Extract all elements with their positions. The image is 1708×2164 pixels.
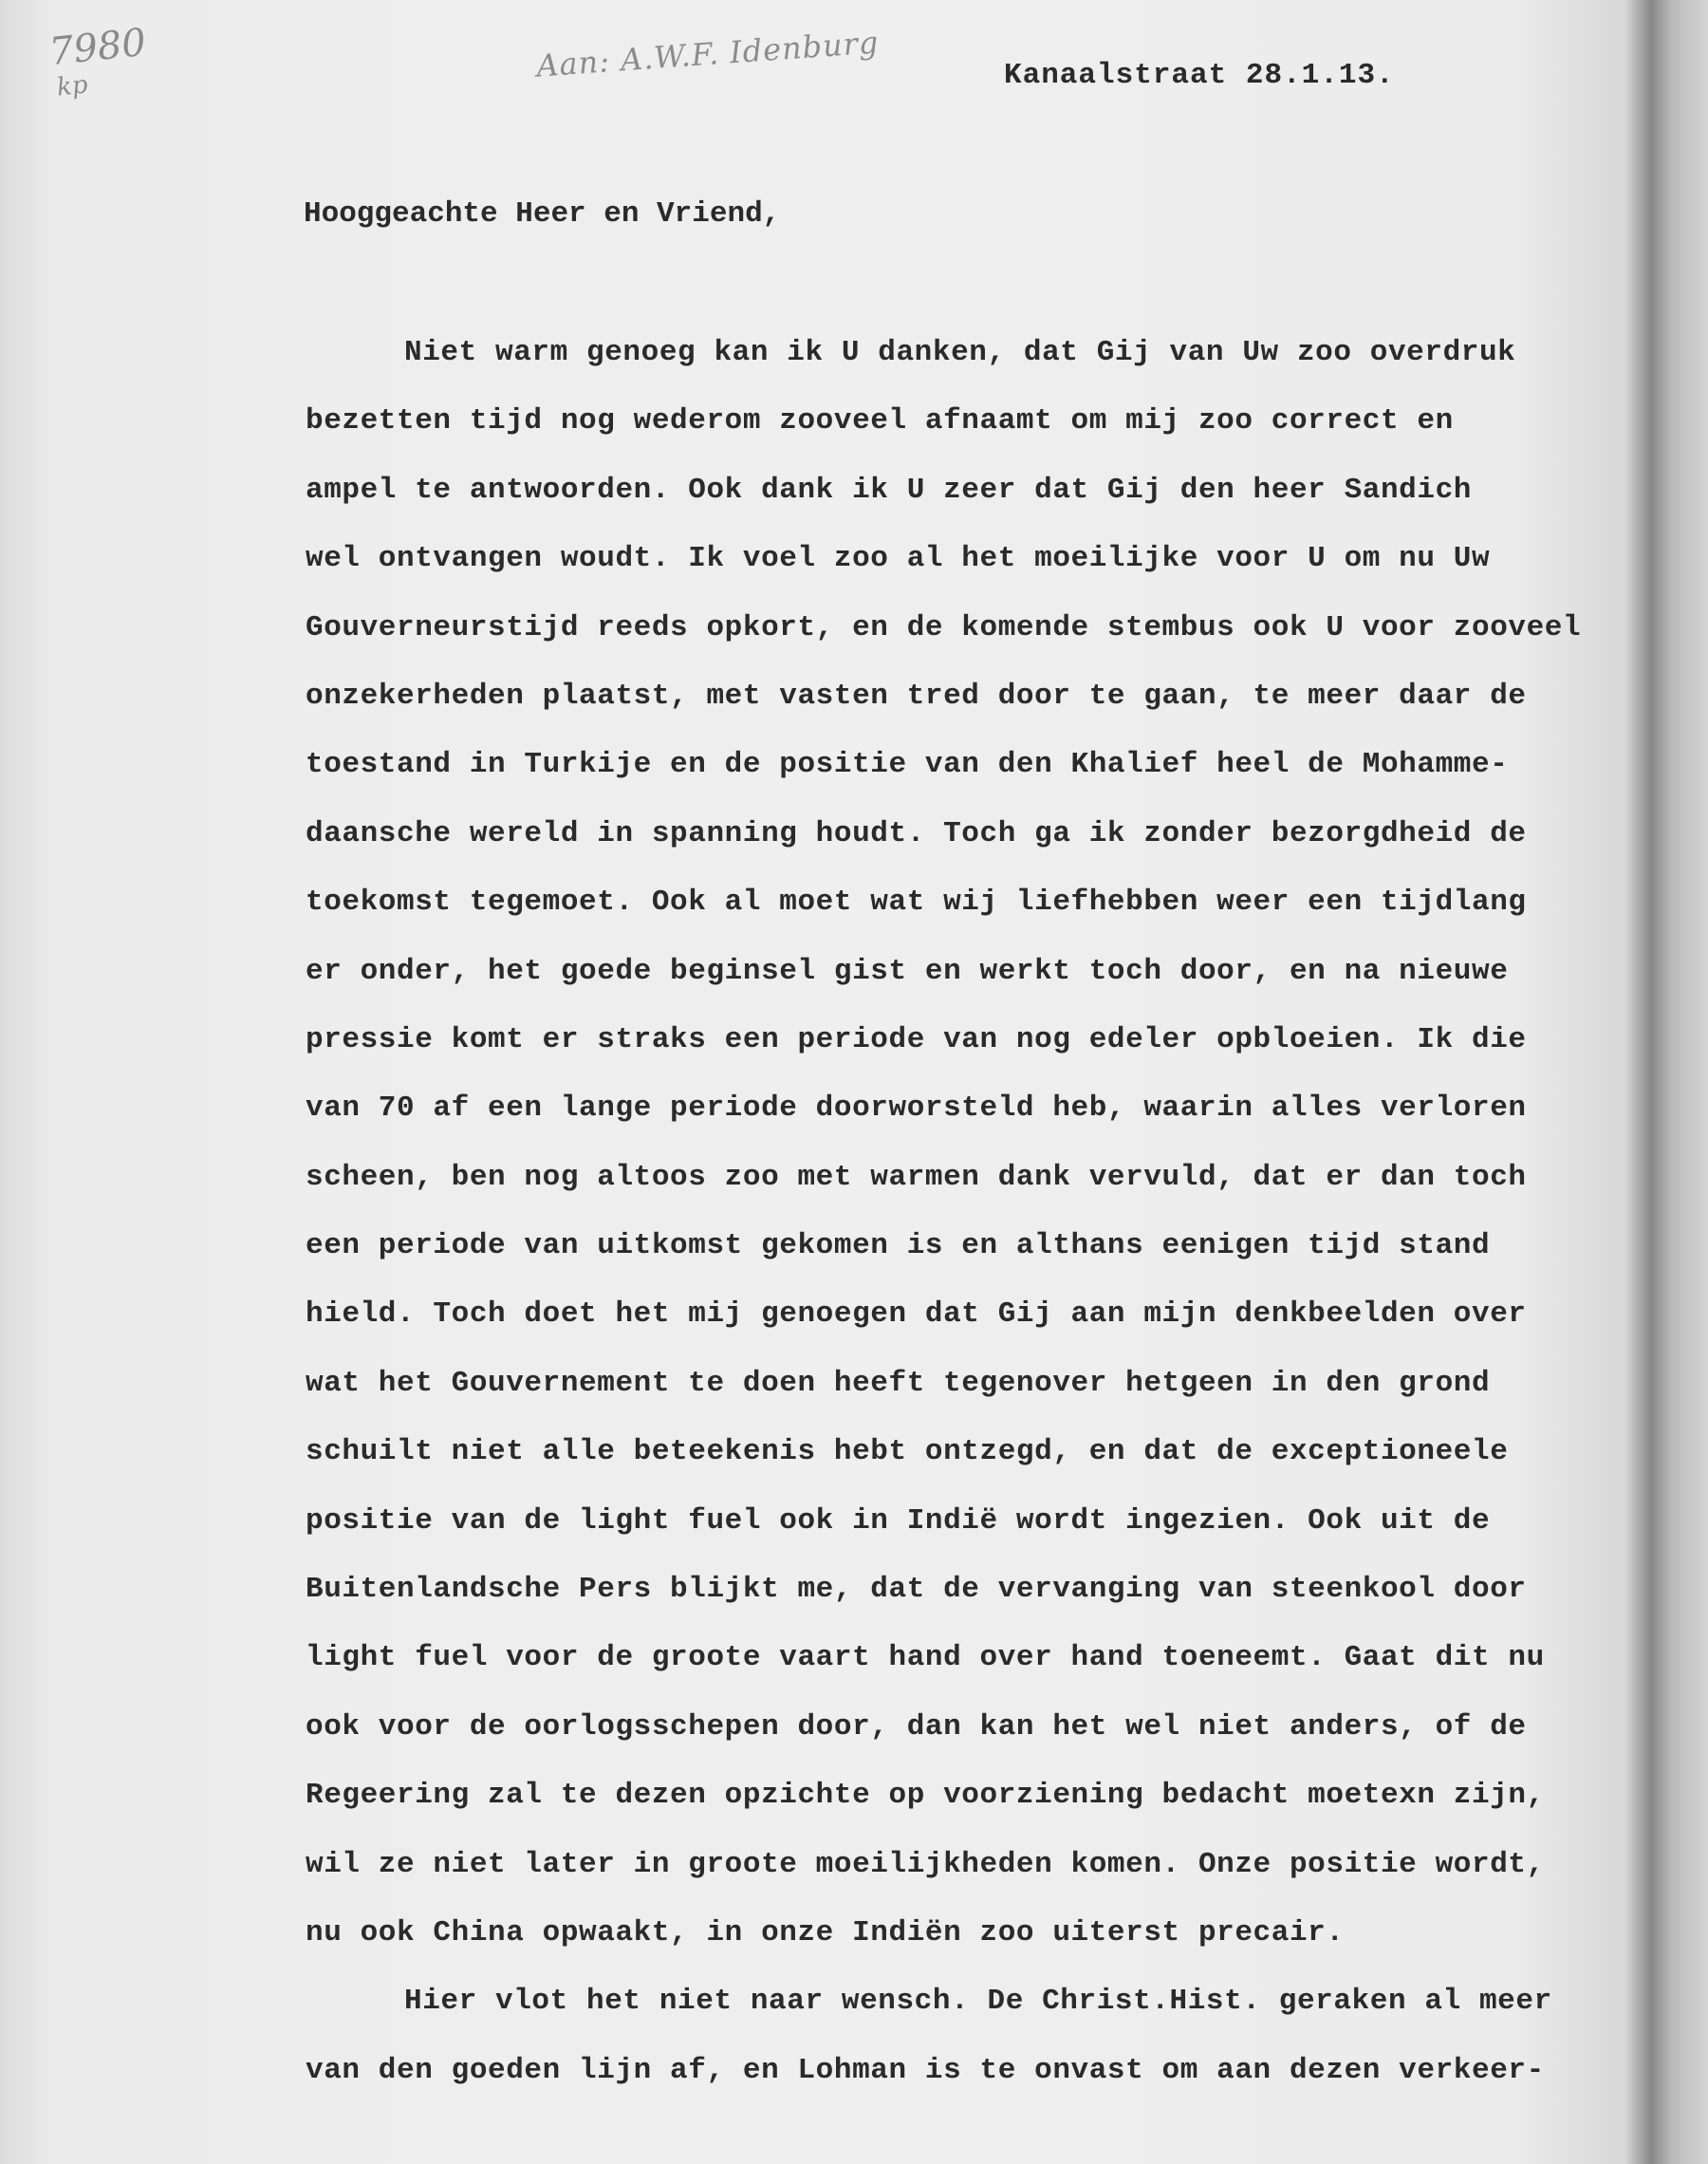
body-line: schuilt niet alle beteekenis hebt ontzegd, en dat de exceptioneele bbox=[306, 1435, 1509, 1469]
body-line: wil ze niet later in groote moeilijkheden komen. Onze positie wordt, bbox=[306, 1847, 1545, 1881]
body-line: van den goeden lijn af, en Lohman is te onvast om aan dezen verkeer- bbox=[306, 2053, 1545, 2087]
body-line: wat het Gouvernement te doen heeft tegenover hetgeen in den grond bbox=[306, 1366, 1491, 1400]
dateline: Kanaalstraat 28.1.13. bbox=[1004, 59, 1395, 92]
body-line: toestand in Turkije en de positie van den Khalief heel de Mohamme- bbox=[306, 748, 1509, 782]
letter-body bbox=[306, 329, 1672, 2116]
body-line: light fuel voor de groote vaart hand over hand toeneemt. Gaat dit nu bbox=[306, 1641, 1545, 1675]
body-line: van 70 af een lange periode doorworsteld heb, waarin alles verloren bbox=[306, 1091, 1527, 1126]
archive-initials: kp bbox=[55, 70, 89, 103]
body-line: Buitenlandsche Pers blijkt me, dat de vervanging van steenkool door bbox=[306, 1573, 1527, 1607]
body-line: hield. Toch doet het mij genoegen dat Gij aan mijn denkbeelden over bbox=[306, 1297, 1527, 1332]
body-line: ook voor de oorlogsschepen door, dan kan het wel niet anders, of de bbox=[306, 1709, 1527, 1744]
body-line: nu ook China opwaakt, in onze Indiën zoo uiterst precair. bbox=[306, 1915, 1345, 1949]
body-line: Gouverneurstijd reeds opkort, en de komende stembus ook U voor zooveel bbox=[306, 610, 1582, 644]
body-line: positie van de light fuel ook in Indië wordt ingezien. Ook uit de bbox=[306, 1503, 1491, 1538]
body-line: toekomst tegemoet. Ook al moet wat wij liefhebben weer een tijdlang bbox=[306, 886, 1527, 920]
archive-number: 7980 bbox=[46, 20, 148, 75]
body-line: pressie komt er straks een periode van nog edeler opbloeien. Ik die bbox=[306, 1022, 1527, 1056]
body-line: Niet warm genoeg kan ik U danken, dat Gij van Uw zoo overdruk bbox=[404, 336, 1516, 369]
body-line: ampel te antwoorden. Ook dank ik U zeer dat Gij den heer Sandich bbox=[306, 473, 1472, 507]
body-line: er onder, het goede beginsel gist en werkt toch door, en na nieuwe bbox=[306, 954, 1509, 988]
body-line: Hier vlot het niet naar wensch. De Christ.Hist. geraken al meer bbox=[404, 1985, 1552, 2019]
addressee-note: Aan: A.W.F. Idenburg bbox=[535, 24, 881, 84]
body-line: bezetten tijd nog wederom zooveel afnaamt om mij zoo correct en bbox=[306, 404, 1454, 438]
salutation: Hooggeachte Heer en Vriend, bbox=[304, 197, 781, 231]
body-line: wel ontvangen woudt. Ik voel zoo al het moeilijke voor U om nu Uw bbox=[306, 542, 1491, 576]
body-line: Regeering zal te dezen opzichte op voorziening bedacht moetexn zijn, bbox=[306, 1779, 1545, 1813]
body-line: scheen, ben nog altoos zoo met warmen dank vervuld, dat er dan toch bbox=[306, 1160, 1527, 1194]
body-line: daansche wereld in spanning houdt. Toch ga ik zonder bezorgdheid de bbox=[306, 816, 1527, 850]
page-edge-shadow bbox=[1624, 0, 1708, 2164]
body-line: een periode van uitkomst gekomen is en althans eenigen tijd stand bbox=[306, 1229, 1491, 1263]
body-line: onzekerheden plaatst, met vasten tred door te gaan, te meer daar de bbox=[306, 679, 1527, 713]
